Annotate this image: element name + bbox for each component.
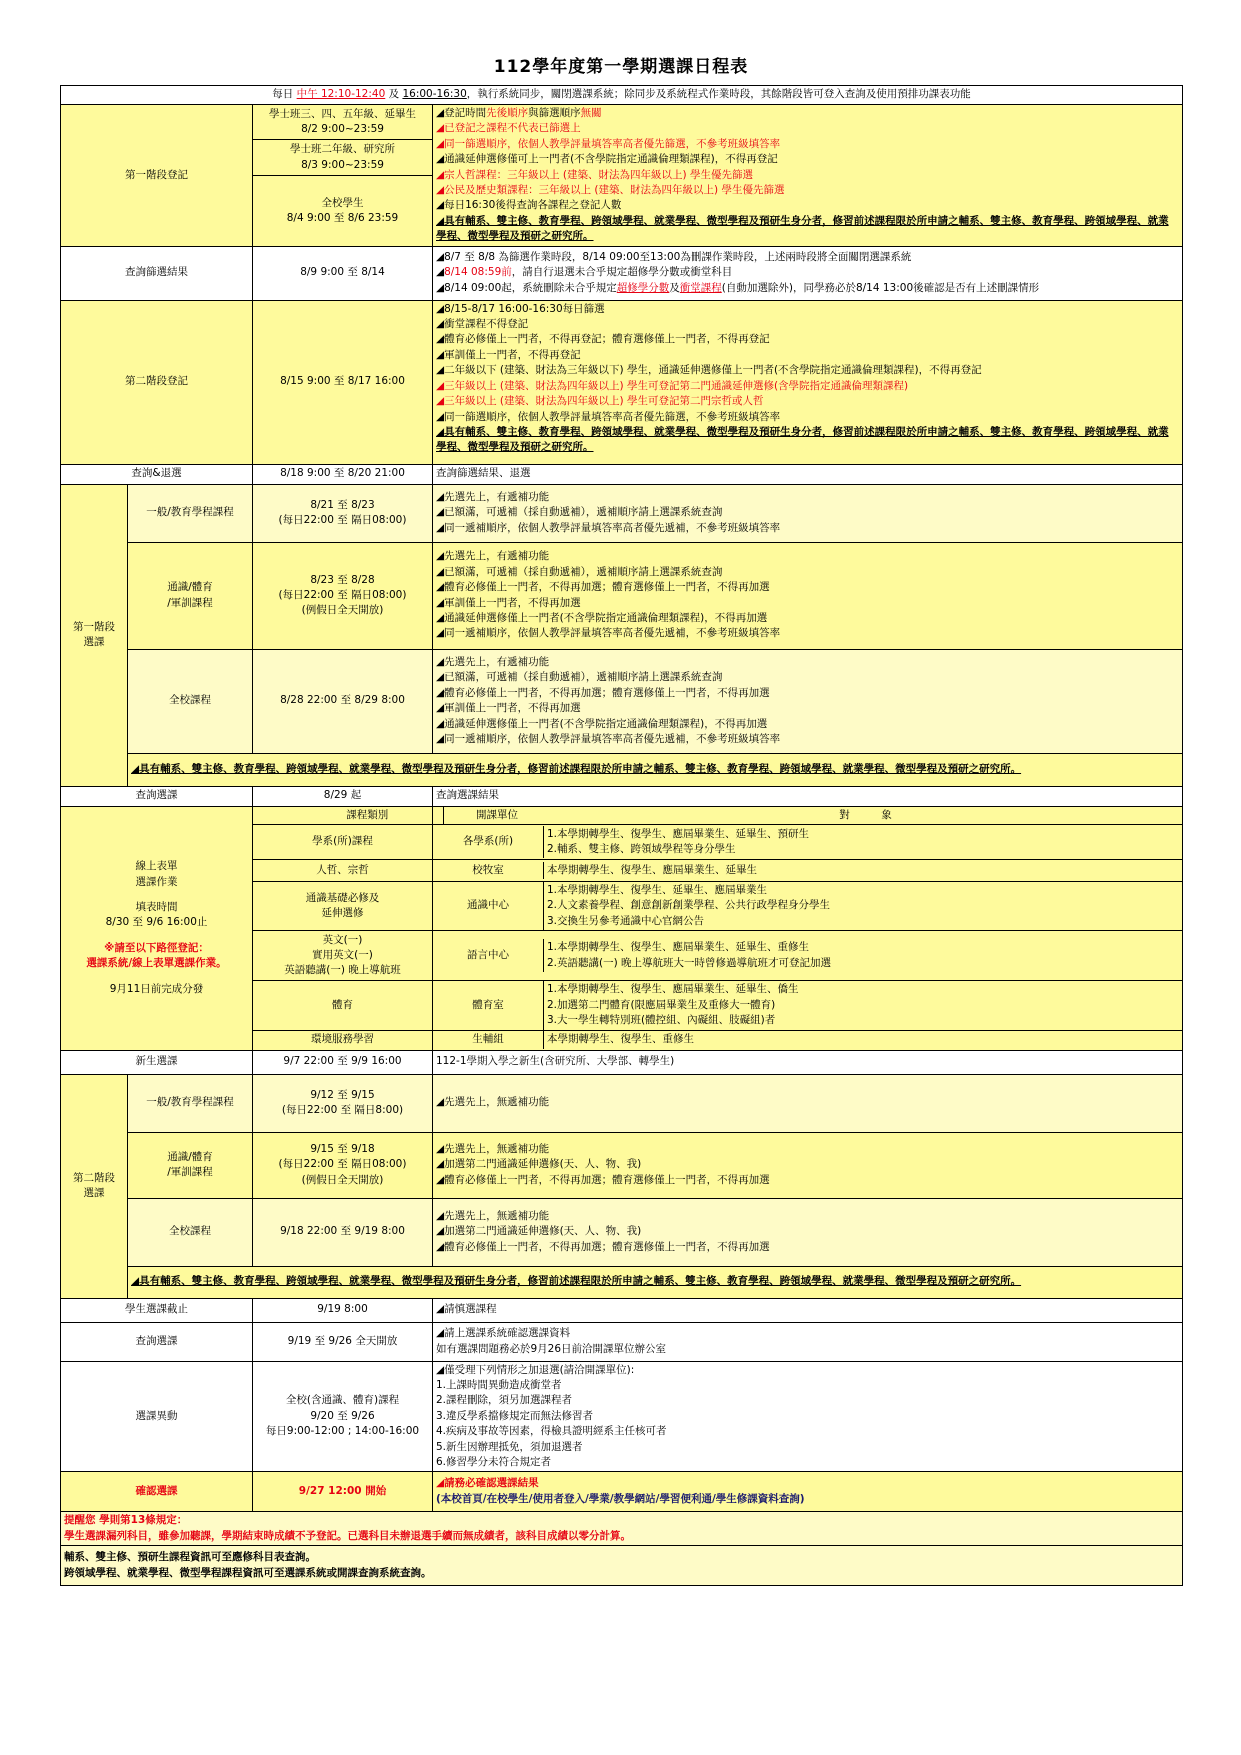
confirm-date: 9/27 12:00 開始	[253, 1472, 433, 1512]
query-sel2-label: 查詢選課	[61, 1322, 253, 1361]
query-result-notes: ◢8/7 至 8/8 為篩選作業時段，8/14 09:00至13:00為刪課作業時段，上述兩時段將全面關閉選課系統 ◢8/14 08:59前，請自行退選未合乎規定超修學分數或衝堂科目 ◢8/14 09:00起，系統刪除未合乎規定超修學分數及衝堂課程(自動加選除外)，同學務必於8/14 13:00後確認是否有上述刪課情形	[433, 246, 1183, 300]
deadline-label: 學生選課截止	[61, 1298, 253, 1322]
page-title: 112學年度第一學期選課日程表	[493, 57, 749, 77]
stage2-sel-footer: ◢具有輔系、雙主修、教育學程、跨領域學程、就業學程、微型學程及預研生身分者，修習前述課程限於所申請之輔系、雙主修、教育學程、跨領域學程、就業學程、微型學程及預研之研究所。	[128, 1266, 1183, 1298]
stage1-sel-date: 8/23 至 8/28 (每日22:00 至 隔日08:00) (例假日全天開放)	[253, 542, 433, 649]
online-form-row: 語言中心 1.本學期轉學生、復學生、應屆畢業生、延畢生、重修生 2.英語聽講(一) 晚上導航班大一時曾修過導航班才可登記加選	[433, 931, 1183, 981]
stage1-reg-group: 全校學生 8/4 9:00 至 8/6 23:59	[253, 176, 433, 246]
stage1-sel-date: 8/21 至 8/23 (每日22:00 至 隔日08:00)	[253, 484, 433, 542]
stage1-reg-group: 學士班二年級、研究所 8/3 9:00~23:59	[253, 140, 433, 176]
online-form-header-type-text: 課程類別	[303, 806, 433, 824]
confirm-label: 確認選課	[61, 1472, 253, 1512]
query-withdraw-label: 查詢&退選	[61, 464, 253, 484]
query-result-label: 查詢篩選結果	[61, 246, 253, 300]
schedule-page	[60, 52, 1182, 1586]
online-form-type: 人哲、宗哲	[253, 860, 433, 882]
stage2-reg-notes: ◢8/15-8/17 16:00-16:30每日篩選 ◢衝堂課程不得登記 ◢體育必修僅上一門者，不得再登記；體育選修僅上一門者，不得再登記 ◢軍訓僅上一門者，不得再登記 ◢二年級以下 (建築、財法為三年級以下) 學生，通識延伸選修僅上一門者(不含學院指定通識倫理類課程)，不得再登記 ◢三年級以上 (建築、財法為四年級以上) 學生可登記第二門通識延伸選修(含學院指定通識倫理類課程) ◢三年級以上 (建築、財法為四年級以上) 學生可登記第二門宗哲或人哲 ◢同一篩選順序，依個人教學評量填答率高者優先篩選，不參考班級填答率 ◢具有輔系、雙主修、教育學程、跨領域學程、就業學程、微型學程及預研生身分者，修習前述課程限於所申請之輔系、雙主修、教育學程、跨領域學程、就業學程、微型學程及預研之研究所。	[433, 300, 1183, 464]
online-form-type: 體育	[253, 981, 433, 1030]
query-result-date: 8/9 9:00 至 8/14	[253, 246, 433, 300]
online-form-row: 通識中心 1.本學期轉學生、復學生、延畢生、應屆畢業生 2.人文素養學程、創意創新創業學程、公共行政學程身分學生 3.交換生另參考通識中心官網公告	[433, 882, 1183, 931]
stage1-sel-type: 全校課程	[128, 649, 253, 753]
freshman-date: 9/7 22:00 至 9/9 16:00	[253, 1050, 433, 1074]
online-form-type: 英文(一) 實用英文(一) 英語聽講(一) 晚上導航班	[253, 931, 433, 981]
online-form-type: 環境服務學習	[253, 1030, 433, 1050]
stage1-sel-type: 一般/教育學程課程	[128, 484, 253, 542]
schedule-table	[60, 85, 1183, 1586]
stage2-sel-notes: ◢先選先上，無遞補功能 ◢加選第二門通識延伸選修(天、人、物、我) ◢體育必修僅上一門者，不得再加選；體育選修僅上一門者，不得再加選	[433, 1132, 1183, 1198]
online-form-type: 學系(所)課程	[253, 825, 433, 860]
rule-reminder: 提醒您 學則第13條規定： 學生選課漏列科目，雖參加聽課，學期結束時成績不予登記。已選科目未辦退選手續而無成績者，該科目成績以零分計算。	[61, 1512, 1183, 1546]
deadline-date: 9/19 8:00	[253, 1298, 433, 1322]
stage2-sel-notes: ◢先選先上，無遞補功能 ◢加選第二門通識延伸選修(天、人、物、我) ◢體育必修僅上一門者，不得再加選；體育選修僅上一門者，不得再加選	[433, 1198, 1183, 1266]
stage1-sel-label: 第一階段 選課	[61, 484, 128, 786]
stage1-reg-group: 學士班三、四、五年級、延畢生 8/2 9:00~23:59	[253, 105, 433, 140]
stage2-sel-type: 全校課程	[128, 1198, 253, 1266]
query-sel2-date: 9/19 至 9/26 全天開放	[253, 1322, 433, 1361]
query-sel-desc: 查詢選課結果	[433, 786, 1183, 806]
stage2-sel-type: 一般/教育學程課程	[128, 1074, 253, 1132]
online-form-type: 通識基礎必修及 延伸選修	[253, 882, 433, 931]
footer-notes: 輔系、雙主修、預研生課程資訊可至應修科目表查詢。 跨領域學程、就業學程、微型學程課程資訊可至選課系統或開課查詢系統查詢。	[61, 1546, 1183, 1586]
online-form-header-type	[253, 806, 303, 824]
stage2-reg-date: 8/15 9:00 至 8/17 16:00	[253, 300, 433, 464]
confirm-desc: ◢請務必確認選課結果 (本校首頁/在校學生/使用者登入/學業/教學網站/學習便利通/學生修課資料查詢)	[433, 1472, 1183, 1512]
online-form-row: 各學系(所) 1.本學期轉學生、復學生、應屆畢業生、延畢生、預研生 2.輔系、雙主修、跨領域學程等身分學生	[433, 825, 1183, 860]
freshman-desc: 112-1學期入學之新生(含研究所、大學部、轉學生)	[433, 1050, 1183, 1074]
system-sync-note: 每日 中午 12:10-12:40 及 16:00-16:30，執行系統同步，關閉選課系統；除同步及系統程式作業時段，其餘階段皆可登入查詢及使用預排功課表功能	[61, 86, 1183, 105]
stage1-reg-notes: ◢登記時間先後順序與篩選順序無關 ◢已登記之課程不代表已篩選上 ◢同一篩選順序，依個人教學評量填答率高者優先篩選，不參考班級填答率 ◢通識延伸選修僅可上一門者(不含學院指定通識倫理類課程)，不得再登記 ◢宗人哲課程：三年級以上 (建築、財法為四年級以上) 學生優先篩選 ◢公民及歷史類課程：三年級以上 (建築、財法為四年級以上) 學生優先篩選 ◢每日16:30後得查詢各課程之登記人數 ◢具有輔系、雙主修、教育學程、跨領域學程、就業學程、微型學程及預研生身分者，修習前述課程限於所申請之輔系、雙主修、教育學程、跨領域學程、就業學程、微型學程及預研之研究所。	[433, 105, 1183, 247]
query-withdraw-date: 8/18 9:00 至 8/20 21:00	[253, 464, 433, 484]
online-form-warning: ※請至以下路徑登記： 選課系統/線上表單選課作業。	[86, 941, 227, 970]
stage1-sel-footer: ◢具有輔系、雙主修、教育學程、跨領域學程、就業學程、微型學程及預研生身分者，修習前述課程限於所申請之輔系、雙主修、教育學程、跨領域學程、就業學程、微型學程及預研之研究所。	[128, 753, 1183, 786]
stage1-sel-date: 8/28 22:00 至 8/29 8:00	[253, 649, 433, 753]
deadline-desc: ◢請慎選課程	[433, 1298, 1183, 1322]
stage2-reg-label: 第二階段登記	[61, 300, 253, 464]
online-form-row: 校牧室 本學期轉學生、復學生、應屆畢業生、延畢生	[433, 860, 1183, 882]
online-form-header-target: 開課單位 對 象	[444, 806, 1183, 824]
change-label: 選課異動	[61, 1361, 253, 1472]
query-withdraw-desc: 查詢篩選結果、退選	[433, 464, 1183, 484]
stage2-sel-label: 第二階段 選課	[61, 1074, 128, 1298]
query-sel-label: 查詢選課	[61, 786, 253, 806]
stage1-sel-type: 通識/體育 /軍訓課程	[128, 542, 253, 649]
stage1-reg-label: 第一階段登記	[61, 105, 253, 247]
freshman-label: 新生選課	[61, 1050, 253, 1074]
stage2-sel-date: 9/12 至 9/15 (每日22:00 至 隔日8:00)	[253, 1074, 433, 1132]
stage1-sel-notes: ◢先選先上，有遞補功能 ◢已額滿，可遞補（採自動遞補），遞補順序請上選課系統查詢 ◢體育必修僅上一門者，不得再加選；體育選修僅上一門者，不得再加選 ◢軍訓僅上一門者，不得再加選 ◢通識延伸選修僅上一門者(不含學院指定通識倫理類課程)，不得再加選 ◢同一遞補順序，依個人教學評量填答率高者優先遞補，不參考班級填答率	[433, 649, 1183, 753]
change-desc: ◢僅受理下列情形之加退選(請洽開課單位): 1.上課時間異動造成衝堂者 2.課程刪除，須另加選課程者 3.違反學系擋修規定而無法修習者 4.疾病及事故等因素，得檢具證明經系主任核可者 5.新生因辦理抵免，須加退選者 6.修習學分未符合規定者	[433, 1361, 1183, 1472]
query-sel2-desc: ◢請上選課系統確認選課資料 如有選課問題務必於9月26日前洽開課單位辦公室	[433, 1322, 1183, 1361]
stage2-sel-notes: ◢先選先上，無遞補功能	[433, 1074, 1183, 1132]
change-date: 全校(含通識、體育)課程 9/20 至 9/26 每日9:00-12:00 ; 14:00-16:00	[253, 1361, 433, 1472]
stage1-sel-notes: ◢先選先上，有遞補功能 ◢已額滿，可遞補（採自動遞補），遞補順序請上選課系統查詢 ◢同一遞補順序，依個人教學評量填答率高者優先遞補，不參考班級填答率	[433, 484, 1183, 542]
stage2-sel-type: 通識/體育 /軍訓課程	[128, 1132, 253, 1198]
stage1-sel-notes: ◢先選先上，有遞補功能 ◢已額滿，可遞補（採自動遞補），遞補順序請上選課系統查詢 ◢體育必修僅上一門者，不得再加選；體育選修僅上一門者，不得再加選 ◢軍訓僅上一門者，不得再加選 ◢通識延伸選修僅上一門者(不含學院指定通識倫理類課程)，不得再加選 ◢同一遞補順序，依個人教學評量填答率高者優先遞補，不參考班級填答率	[433, 542, 1183, 649]
online-form-label: 線上表單 選課作業 填表時間 8/30 至 9/6 16:00止 ※請至以下路徑登記： 選課系統/線上表單選課作業。 9月11日前完成分發	[61, 806, 253, 1050]
stage2-sel-date: 9/15 至 9/18 (每日22:00 至 隔日08:00) (例假日全天開放)	[253, 1132, 433, 1198]
stage2-sel-date: 9/18 22:00 至 9/19 8:00	[253, 1198, 433, 1266]
query-sel-date: 8/29 起	[253, 786, 433, 806]
online-form-row: 生輔組 本學期轉學生、復學生、重修生	[433, 1030, 1183, 1050]
online-form-row: 體育室 1.本學期轉學生、復學生、應屆畢業生、延畢生、僑生 2.加選第二門體育(限應屆畢業生及重修大一體育) 3.大一學生轉特別班(體控組、內礙組、肢礙組)者	[433, 981, 1183, 1030]
